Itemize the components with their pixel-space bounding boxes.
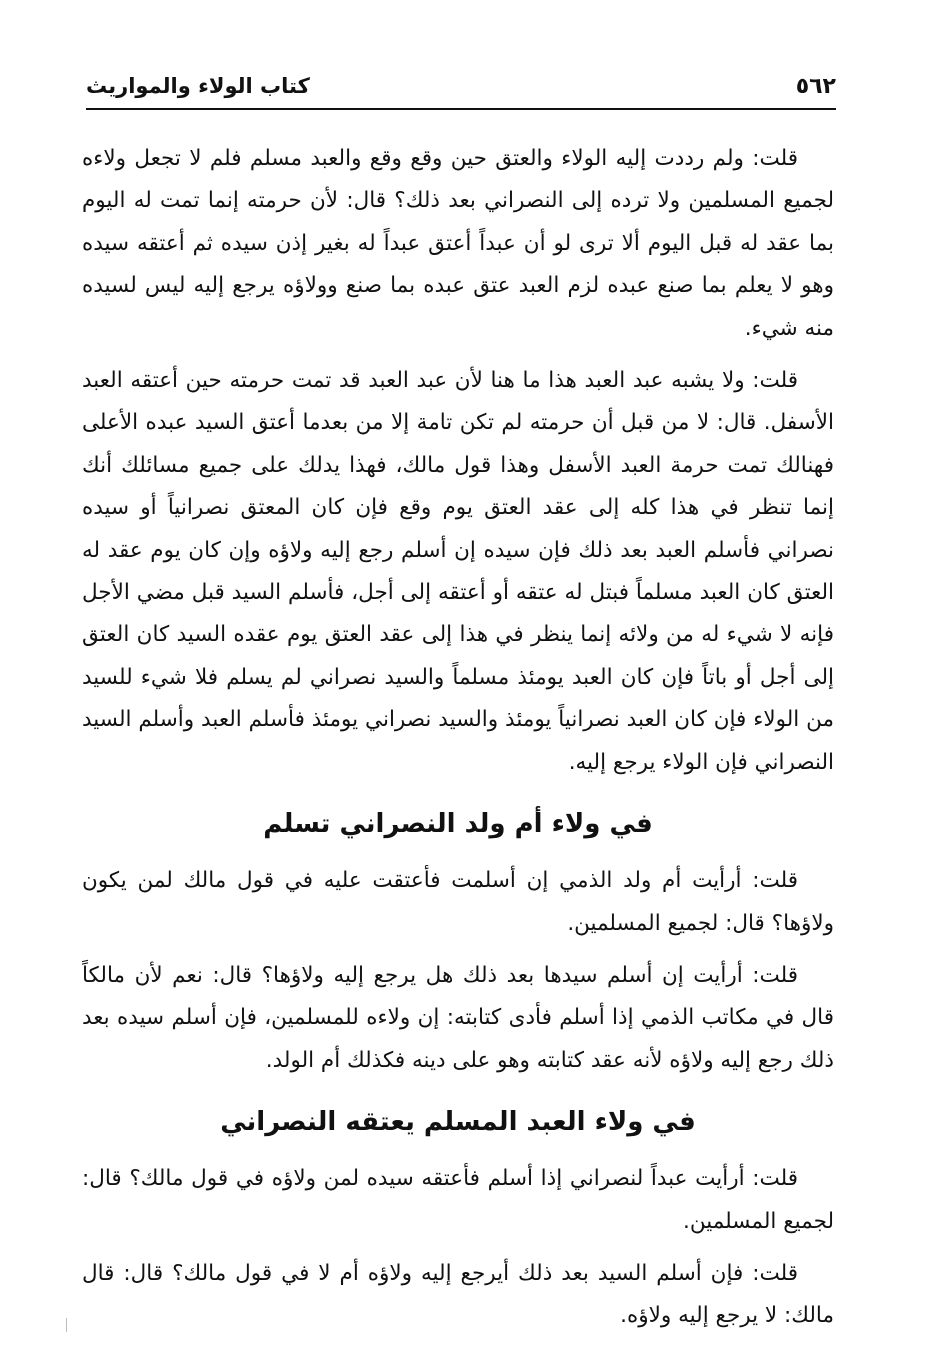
section-heading: في ولاء العبد المسلم يعتقه النصراني xyxy=(220,1107,696,1138)
page-body xyxy=(82,138,834,1348)
section-heading: في ولاء أم ولد النصراني تسلم xyxy=(263,809,653,840)
header-rule xyxy=(86,108,836,110)
page-header xyxy=(86,72,836,110)
paragraph: قلت: ولم رددت إليه الولاء والعتق حين وقع وقع والعبد مسلم فلم لا تجعل ولاءه لجميع المسلمين ولا ترده إلى النصراني بعد ذلك؟ قال: لأن حرمته إنما تمت له اليوم بما عقد له قبل اليوم ألا ترى لو أن عبداً أعتق عبداً له بغير إذن سيده ثم أعتقه سيده وهو لا يعلم بما صنع عبده لزم العبد عتق عبده بما صنع وولاؤه يرجع إليه ليس لسيده منه شيء. xyxy=(82,146,834,341)
paragraph: قلت: أرأيت إن أسلم سيدها بعد ذلك هل يرجع إليه ولاؤها؟ قال: نعم لأن مالكاً قال في مكاتب الذمي إذا أسلم فأدى كتابته: إن ولاءه للمسلمين، فإن أسلم سيده بعد ذلك رجع إليه ولاؤه لأنه عقد كتابته وهو على دينه فكذلك أم الولد. xyxy=(82,962,834,1073)
paragraph: قلت: فإن أسلم السيد بعد ذلك أيرجع إليه ولاؤه أم لا في قول مالك؟ قال: قال مالك: لا يرجع إليه ولاؤه. xyxy=(82,1260,834,1329)
running-title: كتاب الولاء والمواريث xyxy=(86,74,310,98)
page-number: ٥٦٢ xyxy=(795,74,836,99)
scan-speck xyxy=(66,1318,67,1332)
paragraph: قلت: أرأيت عبداً لنصراني إذا أسلم فأعتقه سيده لمن ولاؤه في قول مالك؟ قال: لجميع المسلمين. xyxy=(82,1166,834,1234)
paragraph: قلت: أرأيت أم ولد الذمي إن أسلمت فأعتقت عليه في قول مالك لمن يكون ولاؤها؟ قال: لجميع المسلمين. xyxy=(82,868,834,936)
paragraph: قلت: ولا يشبه عبد العبد هذا ما هنا لأن عبد العبد قد تمت حرمته حين أعتقه العبد الأسفل. قال: لا من قبل أن حرمته لم تكن تامة إلا من بعدما أعتق السيد عبده الأعلى فهنالك تمت حرمة العبد الأسفل وهذا قول مالك، فهذا يدلك على جميع مسائلك أنك إنما تنظر في هذا كله إلى عقد العتق يوم وقع فإن كان المعتق نصرانياً أو سيده نصراني فأسلم العبد بعد ذلك فإن سيده إن أسلم رجع إليه ولاؤه وإن كان يوم عقد له العتق كان العبد مسلماً فبتل له عتقه أو أعتقه إلى أجل، فأسلم السيد قبل مضي الأجل فإنه لا شيء له من ولائه إنما ينظر في هذا إلى عقد العتق يوم عقده السيد كان العتق إلى أجل أو باتاً فإن كان العبد يومئذ مسلماً والسيد نصراني لم يسلم فلا شيء للسيد من الولاء فإن كان العبد نصرانياً يومئذ والسيد نصراني يومئذ فأسلم العبد وأسلم السيد النصراني فإن الولاء يرجع إليه. xyxy=(82,368,834,775)
